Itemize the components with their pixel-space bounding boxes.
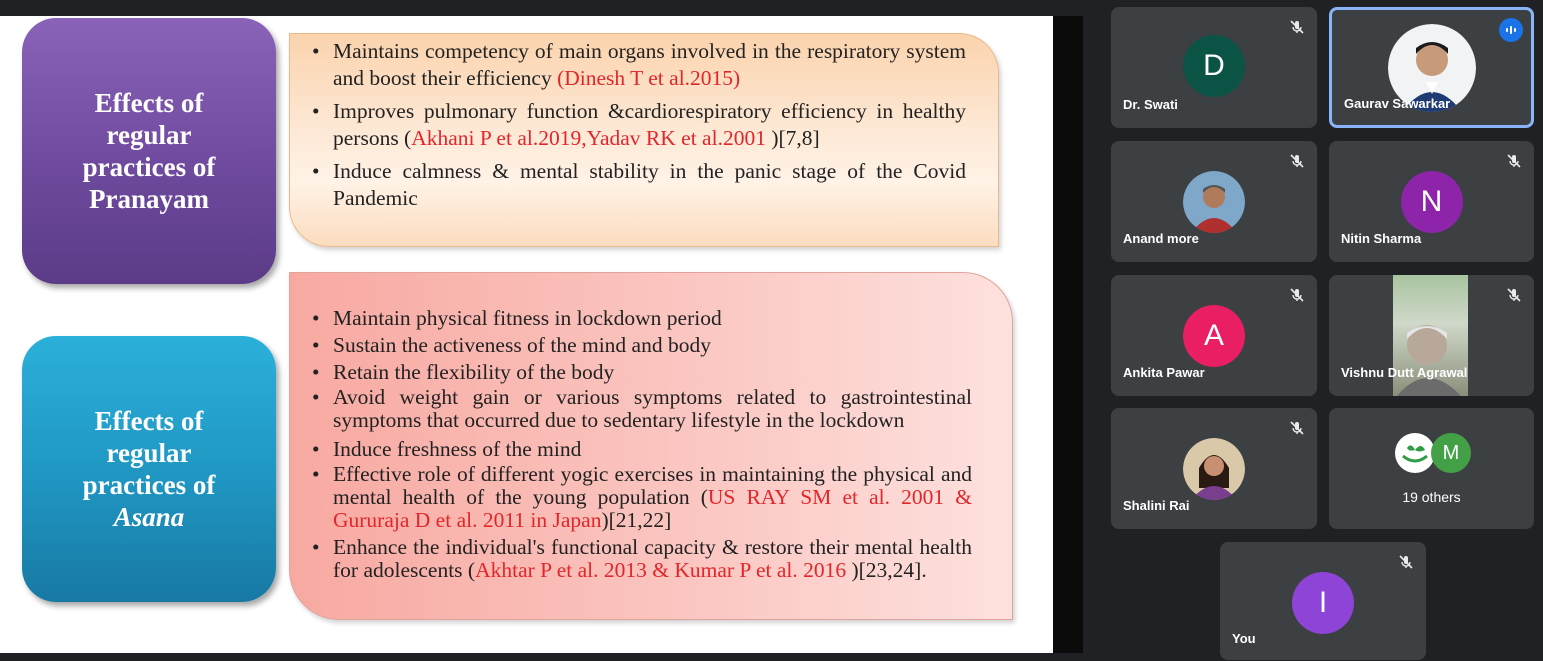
asana-content-box [289,272,1013,620]
avatar-photo [1183,171,1245,233]
asana-title-box [22,336,276,602]
asana-bullet: • Enhance the individual's functional capacity & restore their mental health for adolescents (Akhtar P et al. 2013 & Kumar P et al. 2016 )[23,24]. [308,536,972,582]
mic-off-icon [1289,153,1305,169]
citation: Akhtar P et al. 2013 & Kumar P et al. 2016 [475,558,847,582]
avatar-photo [1183,438,1245,500]
asana-bullet: • Sustain the activeness of the mind and body [308,332,972,359]
citation: Akhani P et al.2019,Yadav RK et al.2001 [411,126,766,150]
pranayam-title-line-4: Pranayam [89,184,209,214]
asana-bullet: • Induce freshness of the mind [308,436,972,463]
pranayam-title-box [22,18,276,284]
self-tile[interactable] [1220,542,1426,660]
avatar: D [1183,35,1245,97]
avatar: M [1431,433,1471,473]
participant-name: Ankita Pawar [1123,365,1205,380]
pranayam-bullet: • Improves pulmonary function &cardiorespiratory efficiency in healthy persons (Akhani P et al.2019,Yadav RK et al.2001 )[7,8] [308,98,966,152]
citation: (Dinesh T et al.2015) [557,66,741,90]
participant-tile[interactable] [1329,275,1534,396]
asana-bullet: • Avoid weight gain or various symptoms related to gastrointestinal symptoms that occurred due to sedentary lifestyle in the lockdown [308,386,972,432]
speaking-indicator-icon [1499,18,1523,42]
participant-name: Gaurav Sawarkar [1344,96,1451,111]
pranayam-title-line-2: regular [106,120,192,150]
asana-bullet: • Effective role of different yogic exercises in maintaining the physical and mental health of the young population (US RAY SM et al. 2001 & Gururaja D et al. 2011 in Japan)[21,22] [308,463,972,532]
participant-tile[interactable] [1111,275,1317,396]
avatar: A [1183,305,1245,367]
asana-title-line-2: regular [106,438,192,468]
slide-edge [1053,16,1083,653]
participant-tile[interactable] [1111,7,1317,128]
participant-name: You [1232,631,1256,646]
mic-off-icon [1289,287,1305,303]
pranayam-bullet: • Induce calmness & mental stability in the panic stage of the Covid Pandemic [308,158,966,212]
avatar: N [1401,171,1463,233]
pranayam-bullet-list [308,38,966,212]
organization-logo-icon [1395,433,1435,473]
asana-bullet: • Maintain physical fitness in lockdown period [308,305,972,332]
mic-off-icon [1289,420,1305,436]
participant-tile-active-speaker[interactable] [1329,7,1534,128]
mic-off-icon [1506,287,1522,303]
participant-name: Nitin Sharma [1341,231,1422,246]
asana-title-line-3: practices of [82,470,216,500]
pranayam-bullet: • Maintains competency of main organs involved in the respiratory system and boost their efficiency (Dinesh T et al.2015) [308,38,966,92]
asana-title-line-4: Asana [113,502,185,532]
mic-off-icon [1506,153,1522,169]
participant-tile[interactable] [1111,141,1317,262]
pranayam-title-line-1: Effects of [94,88,204,118]
pranayam-content-box [289,33,999,247]
asana-bullet-list [308,305,972,582]
others-tile[interactable] [1329,408,1534,529]
participant-name: Dr. Swati [1123,97,1178,112]
avatar: I [1292,572,1354,634]
mic-off-icon [1398,554,1414,570]
pranayam-title-line-3: practices of [82,152,216,182]
others-count-label: 19 others [1402,489,1461,505]
participant-tile[interactable] [1329,141,1534,262]
mic-off-icon [1289,19,1305,35]
participant-name: Vishnu Dutt Agrawal [1341,365,1468,380]
participant-name: Shalini Rai [1123,498,1190,513]
asana-bullet: • Retain the flexibility of the body [308,359,972,386]
participant-name: Anand more [1123,231,1199,246]
participant-tile[interactable] [1111,408,1317,529]
citation: US RAY SM et al. 2001 & Gururaja D et al. 2011 in Japan [333,485,972,532]
asana-title-line-1: Effects of [94,406,204,436]
